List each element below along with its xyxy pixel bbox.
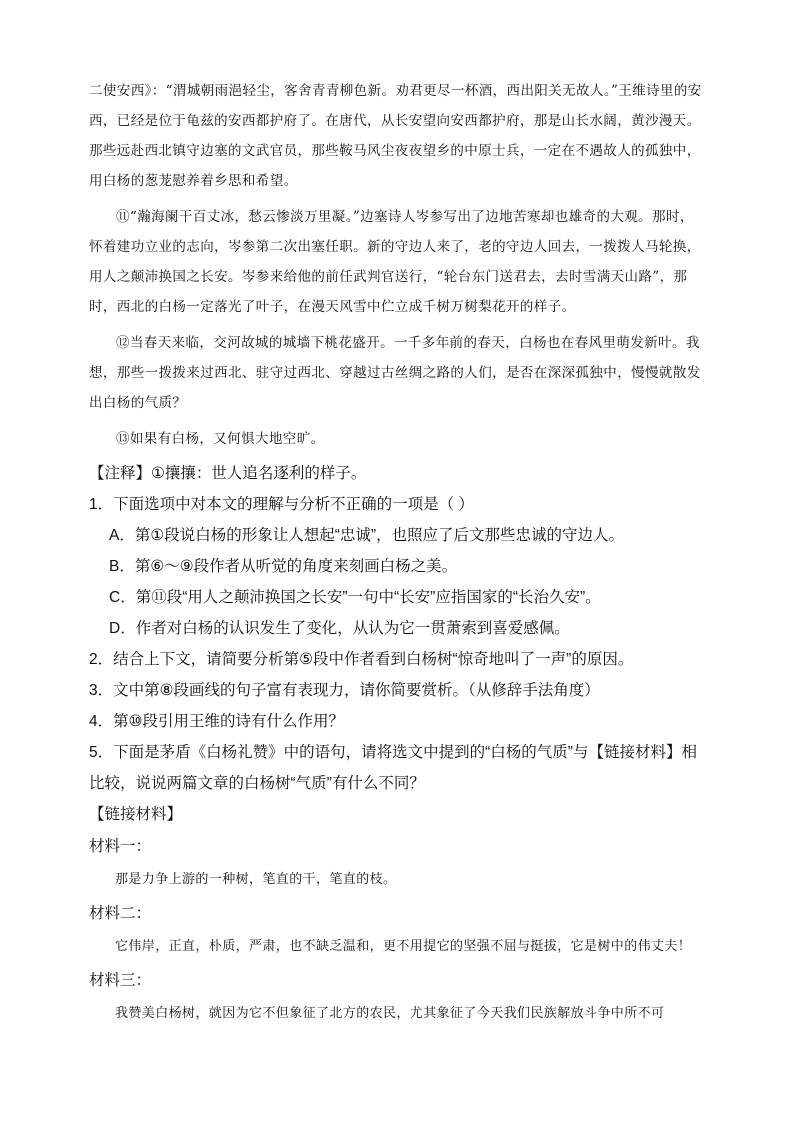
material-3-label: 材料三： xyxy=(89,972,152,989)
material-1-label: 材料一： xyxy=(89,838,152,855)
essay-paragraph-13: ⑬如果有白杨，又何惧大地空旷。 xyxy=(116,431,325,447)
material-1-text: 那是力争上游的一种树，笔直的干，笔直的枝。 xyxy=(115,872,397,887)
question-2: 2．结合上下文，请简要分析第⑤段中作者看到白杨树“惊奇地叫了一声”的原因。 xyxy=(89,651,634,668)
question-1-option-b: B．第⑥～⑨段作者从听觉的角度来刻画白杨之美。 xyxy=(109,558,458,575)
essay-paragraph-10-continued: 二使安西》：“渭城朝雨浥轻尘，客舍青青柳色新。劝君更尽一杯酒，西出阳关无故人。”王维诗里的安西，已经是位于龟兹的安西都护府了。在唐代，从长安望向安西都护府，那是山长水阔，黄沙漫天。那些远赴西北镇守边塞的文武官员，那些鞍马风尘夜夜望乡的中原士兵，一定在不遇故人的孤独中，用白杨的葱茏慰养着乡思和希望。 xyxy=(89,83,702,189)
question-5: 5．下面是茅盾《白杨礼赞》中的语句，请将选文中提到的“白杨的气质”与【链接材料】相比较，说说两篇文章的白杨树“气质”有什么不同？ xyxy=(89,744,697,792)
essay-body xyxy=(89,76,706,454)
question-1: 1．下面选项中对本文的理解与分析不正确的一项是（ ） xyxy=(89,496,474,513)
question-1-option-c: C．第⑪段“用人之颠沛换国之长安”一句中“长安”应指国家的“长治久安”。 xyxy=(109,589,601,606)
question-1-option-a: A．第①段说白杨的形象让人想起“忠诚”，也照应了后文那些忠诚的守边人。 xyxy=(109,527,625,544)
material-3-text: 我赞美白杨树，就因为它不但象征了北方的农民，尤其象征了今天我们民族解放斗争中所不可 xyxy=(115,1006,665,1021)
question-1-option-d: D．作者对白杨的认识发生了变化，从认为它一贯萧索到喜爱感佩。 xyxy=(109,620,570,637)
essay-paragraph-12: ⑫当春天来临，交河故城的城墙下桃花盛开。一千多年前的春天，白杨也在春风里萌发新叶。我想，那些一拨拨来过西北、驻守过西北、穿越过古丝绸之路的人们，是否在深深孤独中，慢慢就散发出白杨的气质？ xyxy=(89,335,701,411)
annotation-note: 【注释】①攘攘：世人追名逐利的样子。 xyxy=(89,465,367,482)
question-3: 3．文中第⑧段画线的句子富有表现力，请你简要赏析。（从修辞手法角度） xyxy=(89,682,600,699)
question-4: 4．第⑩段引用王维的诗有什么作用？ xyxy=(89,713,345,730)
essay-paragraph-11: ⑪“瀚海阑干百丈冰，愁云惨淡万里凝。”边塞诗人岑参写出了边地苦寒却也雄奇的大观。那时，怀着建功立业的志向，岑参第二次出塞任职。新的守边人来了，老的守边人回去，一拨拨人马轮换，用人之颠沛换国之长安。岑参来给他的前任武判官送行，“轮台东门送君去，去时雪满天山路”，那时，西北的白杨一定落光了叶子，在漫天风雪中伫立成千树万树梨花开的样子。 xyxy=(89,209,701,315)
material-2-text: 它伟岸，正直，朴质，严肃，也不缺乏温和，更不用提它的坚强不屈与挺拔，它是树中的伟丈夫！ xyxy=(115,939,692,954)
material-2-label: 材料二： xyxy=(89,905,152,922)
link-materials-header: 【链接材料】 xyxy=(89,806,183,823)
